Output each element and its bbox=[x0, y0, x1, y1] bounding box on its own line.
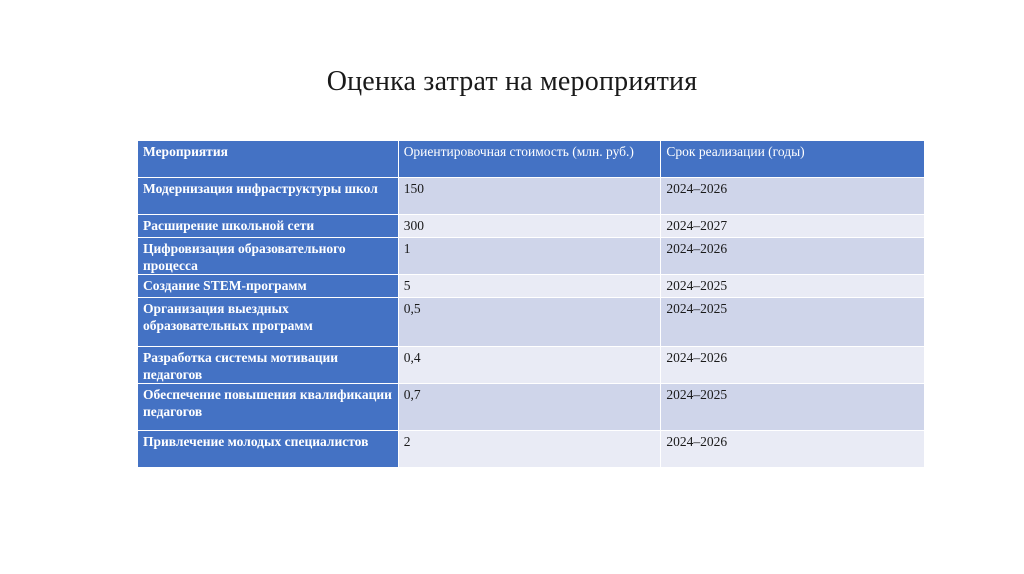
row-period: 2024–2026 bbox=[661, 431, 925, 468]
row-cost: 2 bbox=[398, 431, 661, 468]
header-activities: Мероприятия bbox=[138, 141, 399, 178]
table-row bbox=[138, 384, 925, 431]
table-row bbox=[138, 238, 925, 275]
table-row bbox=[138, 298, 925, 347]
table-row bbox=[138, 347, 925, 384]
row-period: 2024–2025 bbox=[661, 384, 925, 431]
row-cost: 0,7 bbox=[398, 384, 661, 431]
row-activity: Цифровизация образовательного процесса bbox=[138, 238, 399, 275]
row-cost: 0,4 bbox=[398, 347, 661, 384]
slide-title: Оценка затрат на мероприятия bbox=[326, 66, 698, 97]
header-period: Срок реализации (годы) bbox=[661, 141, 925, 178]
row-period: 2024–2025 bbox=[661, 275, 925, 298]
row-activity: Обеспечение повышения квалификации педагогов bbox=[138, 384, 399, 431]
row-period: 2024–2026 bbox=[661, 347, 925, 384]
row-activity: Привлечение молодых специалистов bbox=[138, 431, 399, 468]
row-activity: Модернизация инфраструктуры школ bbox=[138, 178, 399, 215]
row-activity: Разработка системы мотивации педагогов bbox=[138, 347, 399, 384]
row-activity: Создание STEM-программ bbox=[138, 275, 399, 298]
row-period: 2024–2026 bbox=[661, 178, 925, 215]
row-activity: Организация выездных образовательных программ bbox=[138, 298, 399, 347]
table-row bbox=[138, 275, 925, 298]
row-activity: Расширение школьной сети bbox=[138, 215, 399, 238]
row-cost: 0,5 bbox=[398, 298, 661, 347]
row-period: 2024–2027 bbox=[661, 215, 925, 238]
cost-table bbox=[137, 140, 925, 468]
row-period: 2024–2026 bbox=[661, 238, 925, 275]
row-cost: 300 bbox=[398, 215, 661, 238]
header-cost: Ориентировочная стоимость (млн. руб.) bbox=[398, 141, 661, 178]
row-cost: 150 bbox=[398, 178, 661, 215]
row-period: 2024–2025 bbox=[661, 298, 925, 347]
table-row bbox=[138, 215, 925, 238]
table-row bbox=[138, 431, 925, 468]
table-row bbox=[138, 178, 925, 215]
row-cost: 5 bbox=[398, 275, 661, 298]
table-header-row bbox=[138, 141, 925, 178]
row-cost: 1 bbox=[398, 238, 661, 275]
